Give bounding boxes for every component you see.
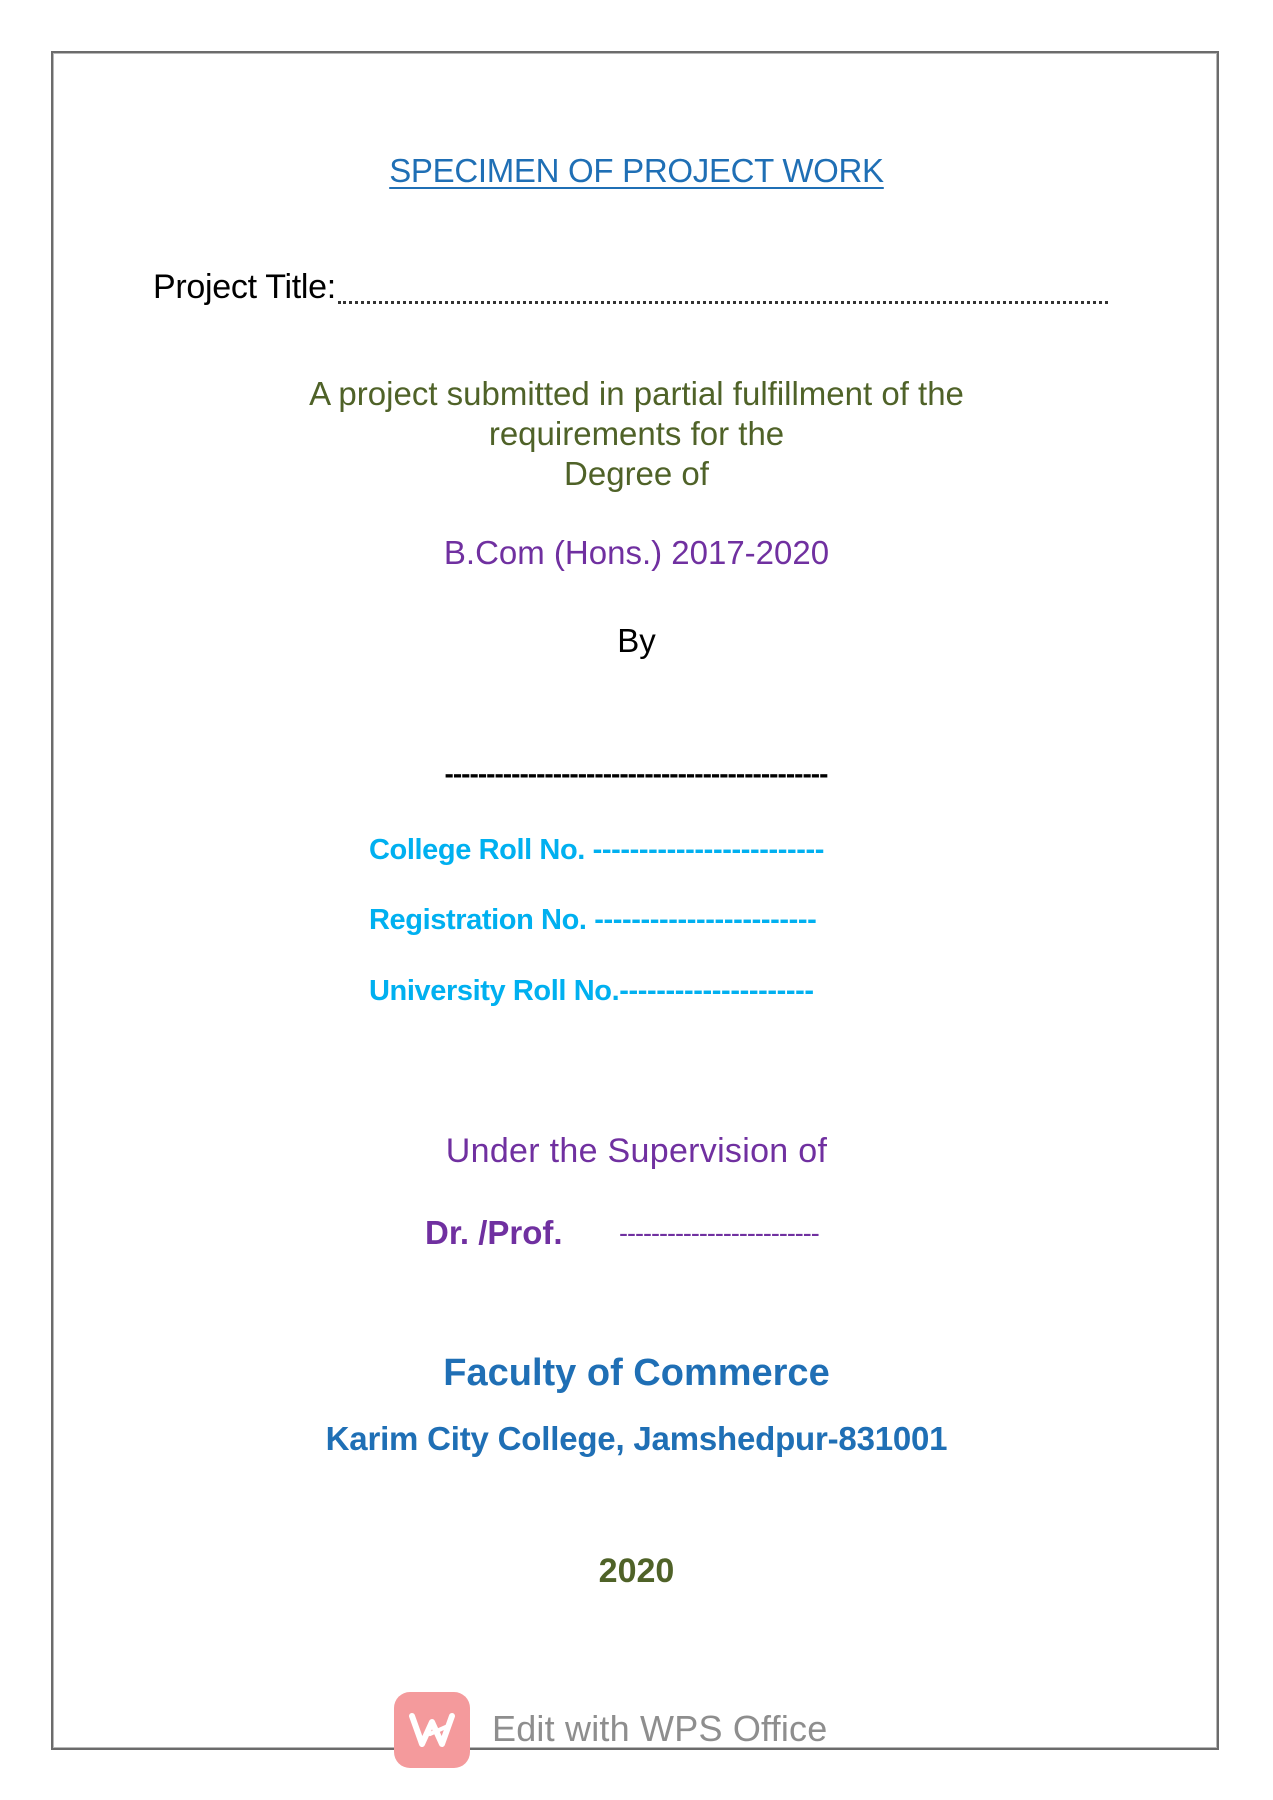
faculty-name: Faculty of Commerce xyxy=(443,1352,830,1394)
degree-label: B.Com (Hons.) 2017-2020 xyxy=(443,534,830,571)
supervisor-title: Dr. /Prof. xyxy=(425,1214,563,1251)
wps-office-icon[interactable] xyxy=(394,1692,470,1768)
document-heading: SPECIMEN OF PROJECT WORK xyxy=(389,152,884,189)
wps-watermark-text[interactable]: Edit with WPS Office xyxy=(492,1708,828,1749)
supervisor-name-line: ------------------------- xyxy=(619,1218,819,1248)
university-roll-number: University Roll No.--------------------- xyxy=(369,975,814,1007)
student-name-line: ---------------------------------------------- xyxy=(444,758,828,789)
college-name: Karim City College, Jamshedpur-831001 xyxy=(325,1420,948,1457)
project-title-dotted-line xyxy=(338,301,1108,304)
supervision-label: Under the Supervision of xyxy=(445,1132,828,1170)
submission-line-1: A project submitted in partial fulfillment of the xyxy=(309,375,964,412)
registration-number: Registration No. ------------------------ xyxy=(369,904,817,936)
submission-line-3: Degree of xyxy=(564,455,709,492)
project-title-row xyxy=(153,268,1108,307)
by-label: By xyxy=(617,622,656,659)
submission-line-2: requirements for the xyxy=(488,415,785,452)
college-roll-number: College Roll No. ------------------------- xyxy=(369,834,825,866)
submission-statement xyxy=(0,374,1273,494)
project-title-label: Project Title: xyxy=(153,268,336,306)
wps-logo-glyph-icon xyxy=(406,1704,458,1756)
submission-year: 2020 xyxy=(598,1552,675,1590)
